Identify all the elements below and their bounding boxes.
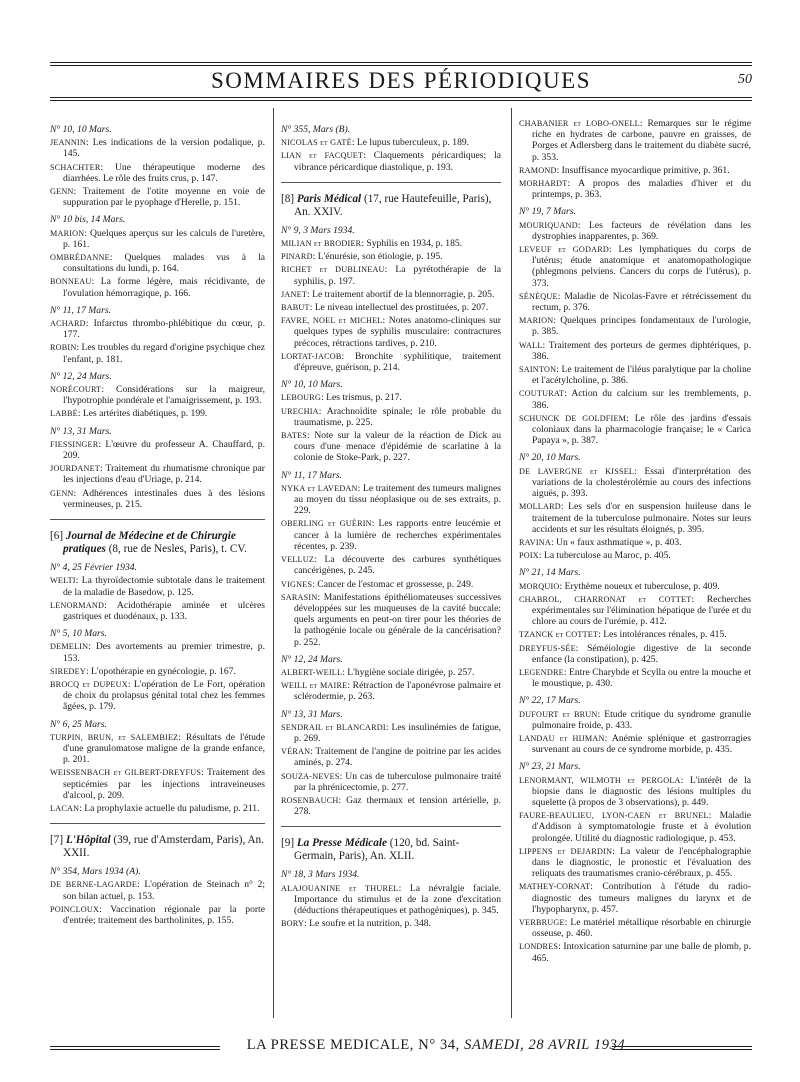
article-author: MARION: [519, 316, 554, 326]
article-title: : Rétraction de l'aponévrose palmaire et sclérodermie, p. 263.: [294, 680, 501, 703]
article-title: : Les rapports entre leucémie et cancer à la lumière de recherches expérimentales récentes, p. 239.: [294, 518, 501, 552]
article-title: : Acidothérapie aminée et ulcères gastriques et duodénaux, p. 133.: [63, 599, 265, 622]
article-title: : La névralgie faciale. Importance du stimulus et de la zone d'excitation (déductions thérapeutiques et pathogéniques), p. 345.: [294, 882, 501, 916]
article-title: : La prophylaxie actuelle du paludisme, p. 211.: [79, 802, 260, 814]
article-title: : Essai d'interprétation des variations de la cholestérolémie au cours des infections aiguës, p. 393.: [532, 465, 751, 500]
article-title: : Le soufre et la nutrition, p. 348.: [304, 918, 431, 930]
article-author: ROBIN: [50, 343, 77, 353]
journal-address: (17, rue Hautefeuille, Paris), An. XXIV.: [294, 192, 492, 218]
article-title: : Les intolérances rénales, p. 415.: [598, 629, 727, 641]
article-title: : Les lymphatiques du corps de l'utérus; étude anatomique et anatomopathologique (phlegmons pelviens. Cancers du corps de l'utérus), p. 373.: [532, 244, 751, 289]
article-title: : Les troubles du regard d'origine psychique chez l'enfant, p. 181.: [63, 342, 265, 365]
article-author: GENN: [50, 488, 74, 498]
issue-heading: N° 11, 17 Mars.: [281, 469, 342, 481]
article-title: : L'opération de Steinach n° 2; son bilan actuel, p. 153.: [63, 879, 265, 902]
article-title: : Maladie d'Addison à symptomatologie fruste et à évolution prolongée. Utilité du diagnostic radiologique, p. 453.: [532, 810, 752, 844]
article-entry: [519, 537, 751, 548]
issue-heading: N° 13, 31 Mars.: [281, 708, 343, 720]
issue-heading: N° 23, 21 Mars.: [519, 761, 581, 773]
header-rule-bottom: [50, 97, 752, 101]
article-author: PINARD: [281, 252, 313, 262]
article-entry: [519, 581, 751, 592]
article-entry: [281, 746, 501, 768]
issue-heading: N° 5, 10 Mars.: [50, 628, 107, 640]
issue-heading: N° 355, Mars (B).: [281, 124, 351, 135]
journal-number: [7]: [50, 834, 64, 847]
article-entry: [50, 384, 265, 406]
article-entry: [281, 150, 501, 172]
article-author: URECHIA: [281, 406, 319, 416]
article-title: : Syphilis en 1934, p. 185.: [361, 238, 463, 250]
article-title: : Intoxication saturnine par une balle de plomb, p. 465.: [532, 941, 751, 964]
article-entry: [281, 289, 501, 300]
article-author: VERBRUGE: [519, 918, 565, 927]
article-author: LORTAT-JACOB: [281, 351, 342, 361]
article-author: ALAJOUANINE et THUREL: [281, 883, 399, 893]
article-entry: [519, 550, 751, 561]
article-title: : Gaz thermaux et tension artérielle, p. 278.: [294, 794, 501, 818]
section-separator: [50, 519, 265, 520]
article-author: MORQUIO: [519, 581, 560, 591]
article-entry: [50, 803, 265, 814]
article-title: : L'hygiène sociale dirigée, p. 257.: [342, 666, 475, 678]
article-author: VIGNES: [281, 579, 313, 589]
issue-heading: N° 19, 7 Mars.: [519, 206, 576, 218]
article-author: NORÉCOURT: [50, 385, 102, 395]
article-title: : La valeur de l'encéphalographie dans le diagnostic, le pronostic et l'évaluation des reliquats des traumatismes cranio-cérébraux, p. 455.: [532, 845, 751, 880]
article-author: RICHET et DUBLINEAU: [281, 265, 385, 275]
article-author: ROSENBAUCH: [281, 795, 339, 805]
article-entry: [519, 667, 751, 689]
article-title: : Traitement de l'otite moyenne en voie de suppuration par le pyophage d'Herelle, p. 151.: [63, 186, 265, 209]
article-entry: [281, 667, 501, 678]
article-author: FIESSINGER: [50, 439, 99, 449]
article-entry: [519, 165, 751, 176]
section-separator: [281, 826, 501, 827]
article-author: WELTI: [50, 576, 76, 586]
article-title: : Quelques principes fondamentaux de l'urologie, p. 385.: [532, 315, 751, 338]
article-author: SAINTON: [519, 365, 557, 375]
page-title: SOMMAIRES DES PÉRIODIQUES: [211, 68, 591, 93]
article-title: : Insuffisance myocardique primitive, p. 361.: [556, 164, 730, 176]
article-title: : Le rôle des jardins d'essais coloniaux dans la pharmacologie française; le « Carica Papaya », p. 387.: [532, 412, 751, 447]
footer-date: SAMEDI, 28 AVRIL 1934: [464, 1037, 626, 1053]
article-title: : Le traitement de l'iléus paralytique par la choline et l'acétylcholine, p. 386.: [532, 364, 751, 387]
article-entry: [281, 883, 501, 917]
article-title: : Adhérences intestinales dues à des lésions vermineuses, p. 215.: [63, 487, 265, 510]
article-author: COUTURAT: [519, 389, 565, 399]
article-entry: [281, 302, 501, 313]
article-author: BROCQ et DUPEUX: [50, 679, 128, 689]
article-entry: [50, 276, 265, 298]
article-title: : Une thérapeutique moderne des diarrhées. Le rôle des fruits crus, p. 147.: [63, 161, 265, 184]
journal-name: Paris Médical: [296, 192, 362, 205]
article-title: : Séméiologie digestive de la seconde enfance (la constipation), p. 425.: [532, 642, 751, 665]
issue-heading: N° 354, Mars 1934 (A).: [50, 866, 141, 878]
article-entry: [281, 315, 501, 349]
article-author: CHABROL, CHARRONAT et COTTET: [519, 594, 692, 604]
article-entry: [519, 466, 751, 500]
article-title: : Un « faux asthmatique », p. 403.: [550, 536, 682, 548]
article-author: LIPPENS et DEJARDIN: [519, 846, 613, 856]
article-entry: [50, 879, 265, 901]
journal-name: Journal de Médecine et de Chirurgie pratiques: [63, 530, 236, 556]
article-entry: [519, 775, 751, 809]
article-entry: [519, 810, 751, 844]
article-title: : Quelques aperçus sur les calculs de l'uretère, p. 161.: [63, 227, 265, 250]
article-entry: [50, 228, 265, 250]
article-title: : La forme légère, mais récidivante, de l'ovulation hémorragique, p. 166.: [63, 276, 265, 299]
article-author: DUFOURT et BRUN: [519, 709, 598, 719]
article-entry: [281, 592, 501, 648]
article-title: : Bronchite syphilitique, traitement d'épreuve, guérison, p. 214.: [294, 350, 501, 374]
journal-heading: [281, 193, 501, 219]
article-title: : Notes anatomo-cliniques sur quelques types de syphilis musculaire: contractures précoces, rétractions tardives, p. 210.: [294, 315, 501, 349]
column-divider: [273, 108, 274, 1018]
article-title: : Claquements péricardiques; la vibrance péricardique diastolique, p. 193.: [294, 150, 501, 173]
footer-rule-right: [612, 1046, 752, 1050]
issue-heading: N° 13, 31 Mars.: [50, 425, 112, 437]
article-author: LEGENDRE: [519, 667, 564, 677]
issue-heading: N° 20, 10 Mars.: [519, 452, 581, 464]
article-entry: [519, 244, 751, 289]
article-entry: [519, 709, 751, 731]
footer-rule-left: [50, 1046, 220, 1050]
article-author: ACHARD: [50, 319, 86, 329]
article-title: : Arachnoïdite spinale; le rôle probable du traumatisme, p. 225.: [294, 405, 501, 428]
header-rule-top: [50, 62, 752, 66]
article-title: : La découverte des carbures synthétiques cancérigènes, p. 245.: [294, 554, 501, 577]
article-entry: [281, 722, 501, 744]
article-author: LONDRES: [519, 942, 559, 952]
article-entry: [50, 767, 265, 801]
article-entry: [519, 594, 751, 628]
article-author: BONNEAU: [50, 277, 92, 287]
article-title: : Cancer de l'estomac et grossesse, p. 249.: [312, 578, 474, 590]
article-title: : Contribution à l'étude du radio-diagnostic des tumeurs malignes du larynx et de l'hypopharynx, p. 457.: [532, 881, 751, 915]
article-author: LABBÉ: [50, 409, 78, 419]
article-author: MOURIQUAND: [519, 220, 578, 230]
journal-number: [9]: [281, 837, 295, 850]
article-title: : Les indications de la version podalique, p. 145.: [63, 137, 265, 160]
article-entry: [50, 408, 265, 419]
article-title: : L'opération de Le Fort, opération de choix du prolapsus génital total chez les femmes âgées, p. 179.: [63, 678, 265, 713]
article-author: SCHACHTER: [50, 162, 101, 172]
article-title: : Erythème noueux et tuberculose, p. 409.: [559, 580, 720, 592]
article-entry: [50, 488, 265, 510]
article-entry: [50, 137, 265, 159]
article-title: : Maladie de Nicolas-Favre et rétrécissement du rectum, p. 376.: [532, 290, 751, 314]
article-entry: [50, 575, 265, 597]
article-entry: [281, 238, 501, 249]
article-author: FAVRE, NOEL et MICHEL: [281, 316, 383, 326]
article-title: : La tuberculose au Maroc, p. 405.: [538, 550, 671, 562]
article-entry: [519, 340, 751, 362]
article-entry: [519, 881, 751, 915]
article-author: LEBOURG: [281, 393, 322, 403]
article-author: DE BERNE-LAGARDE: [50, 880, 138, 890]
footer: [220, 1037, 652, 1054]
article-title: : Le traitement abortif de la blennorragie, p. 205.: [307, 288, 495, 300]
article-author: GENN: [50, 187, 74, 197]
article-title: : Traitement de l'angine de poitrine par les acides aminés, p. 274.: [294, 746, 501, 769]
issue-heading: N° 22, 17 Mars.: [519, 695, 581, 707]
article-entry: [281, 680, 501, 702]
article-author: NYKA et LAVEDAN: [281, 483, 358, 493]
article-title: : Manifestations épithéliomateuses successives développées sur les muqueuses de la cavité buccale: quels arguments en peut-on tirer pour les théories de la pathogénie locale ou générale de la cancérisation? p. 252.: [294, 591, 501, 648]
article-author: BORY: [281, 919, 305, 929]
article-author: NICOLAS et GATÉ: [281, 138, 352, 148]
article-entry: [519, 629, 751, 640]
article-entry: [50, 439, 265, 461]
article-entry: [281, 137, 501, 148]
journal-name: L'Hôpital: [65, 834, 111, 847]
article-title: : Le traitement des tumeurs malignes au moyen du tissu néoplasique ou de ses extraits, p. 229.: [294, 482, 501, 517]
article-entry: [281, 251, 501, 262]
article-author: SÉNÈQUE: [519, 291, 558, 301]
article-title: : Note sur la valeur de la réaction de Dick au cours d'une menace d'épidémie de scarlatine à la colonie de Stoke-Park, p. 227.: [294, 430, 501, 464]
article-author: DE LAVERGNE et KISSEL: [519, 466, 635, 476]
page-number: 50: [738, 72, 752, 87]
article-author: WEILL et MAIRE: [281, 681, 348, 691]
article-author: RAVINA: [519, 537, 551, 547]
section-separator: [281, 182, 501, 183]
issue-heading: N° 18, 3 Mars 1934.: [281, 869, 360, 881]
journal-heading: [50, 530, 265, 556]
article-title: : Vaccination régionale par la porte d'entrée; traitement des bartholinites, p. 155.: [63, 903, 265, 926]
column-divider: [511, 108, 512, 1018]
article-title: : Les insulinémies de fatigue, p. 269.: [294, 721, 501, 744]
article-title: : L'opothérapie en gynécologie, p. 167.: [85, 665, 236, 677]
article-title: : Anémie splénique et gastrorragies survenant au cours de ce syndrome morbide, p. 435.: [532, 732, 751, 756]
article-author: RAMOND: [519, 165, 557, 175]
column-1: [50, 118, 265, 928]
article-author: SOUZA-NEVES: [281, 771, 340, 781]
issue-heading: N° 10 bis, 14 Mars.: [50, 214, 126, 226]
article-entry: [519, 118, 751, 163]
article-author: WALL: [519, 340, 543, 350]
article-title: : Les sels d'or en suspension huileuse dans le traitement de la tuberculose pulmonaire. Notes sur leurs accidents et sur les résultats éloignés, p. 395.: [532, 501, 751, 535]
issue-heading: N° 9, 3 Mars 1934.: [281, 224, 355, 236]
article-entry: [519, 291, 751, 313]
article-author: FAURE-BEAULIEU, LYON-CAEN et BRUNEL: [519, 811, 709, 821]
article-title: : L'énurésie, son étiologie, p. 195.: [312, 251, 443, 263]
issue-heading: N° 10, 10 Mars.: [50, 124, 112, 135]
issue-heading: N° 4, 25 Février 1934.: [50, 562, 137, 574]
article-entry: [519, 413, 751, 447]
article-author: JOURDANET: [50, 464, 101, 474]
journal-number: [8]: [281, 192, 295, 205]
article-author: DEMELIN: [50, 642, 89, 652]
article-entry: [519, 501, 751, 535]
article-author: BATES: [281, 431, 308, 441]
article-title: : Le matériel métallique résorbable en chirurgie osseuse, p. 460.: [532, 917, 751, 940]
article-title: : Traitement des septicémies par les injections intraveineuses d'alcool, p. 209.: [63, 767, 265, 801]
journal-address: (120, bd. Saint-Germain, Paris), An. XLII.: [294, 837, 460, 863]
issue-heading: N° 6, 25 Mars.: [50, 718, 107, 730]
article-author: SCHUNCK DE GOLDFIEM: [519, 413, 627, 423]
article-entry: [50, 342, 265, 364]
journal-number: [6]: [50, 530, 64, 543]
journal-heading: [50, 834, 265, 860]
article-entry: [50, 463, 265, 485]
article-title: : Un cas de tuberculose pulmonaire traité par la phrénicectomie, p. 277.: [294, 770, 501, 793]
article-entry: [281, 518, 501, 552]
article-entry: [50, 732, 265, 766]
article-title: : La thyroïdectomie subtotale dans le traitement de la maladie de Basedow, p. 125.: [63, 575, 265, 598]
article-author: OBERLING et GUÉRIN: [281, 519, 372, 529]
article-entry: [519, 388, 751, 410]
article-author: LACAN: [50, 803, 80, 813]
article-author: BABUT: [281, 303, 310, 313]
article-entry: [50, 252, 265, 274]
article-author: LIAN et FACQUET: [281, 151, 364, 161]
article-entry: [50, 641, 265, 663]
article-title: : Quelques malades vus à la consultations du lundi, p. 164.: [63, 252, 265, 275]
article-author: POIX: [519, 551, 539, 561]
article-entry: [281, 392, 501, 403]
article-entry: [519, 643, 751, 665]
issue-heading: N° 11, 17 Mars.: [50, 304, 111, 316]
article-author: VÉRAN: [281, 747, 311, 757]
article-entry: [281, 264, 501, 286]
article-title: : Des avortements au premier trimestre, p. 153.: [63, 641, 265, 664]
article-title: : Infarctus thrombo-phlébitique du cœur, p. 177.: [63, 318, 265, 341]
article-author: TZANCK et COTTET: [519, 630, 599, 640]
article-entry: [519, 846, 751, 880]
article-entry: [281, 795, 501, 817]
article-title: : Entre Charybde et Scylla ou entre la mouche et le moustique, p. 430.: [532, 666, 751, 690]
article-title: : La pyrétothérapie de la syphilis, p. 197.: [294, 264, 501, 287]
article-title: : A propos des maladies d'hiver et du printemps, p. 363.: [532, 178, 751, 201]
section-separator: [50, 823, 265, 824]
issue-heading: N° 12, 24 Mars.: [281, 653, 343, 665]
article-entry: [519, 178, 751, 200]
article-title: : L'intérêt de la biopsie dans le diagnostic des lésions multiples du squelette (à propos de 3 observations), p. 449.: [532, 774, 751, 808]
column-3: [519, 118, 751, 966]
article-title: : Le niveau intellectuel des prostituées, p. 207.: [309, 302, 489, 314]
article-author: SENDRAIL et BLANCARDI: [281, 722, 386, 732]
article-title: : Le lupus tuberculeux, p. 189.: [351, 137, 470, 149]
article-title: : Les artérites diabétiques, p. 199.: [77, 408, 208, 420]
article-author: MILIAN et BRODIER: [281, 239, 362, 249]
issue-heading: N° 21, 14 Mars.: [519, 567, 581, 579]
article-author: MATHEY-CORNAT: [519, 882, 591, 892]
article-entry: [281, 771, 501, 793]
article-entry: [519, 733, 751, 755]
article-title: : Action du calcium sur les tremblements, p. 386.: [532, 388, 751, 411]
article-author: POINCLOUX: [50, 904, 100, 914]
article-entry: [281, 483, 501, 517]
article-entry: [281, 579, 501, 590]
article-title: : Traitement des porteurs de germes diphtériques, p. 386.: [532, 339, 751, 362]
article-author: LENORMAND: [50, 600, 105, 610]
column-2: [281, 118, 501, 931]
article-author: MORHARDT: [519, 179, 568, 189]
article-entry: [281, 554, 501, 576]
article-entry: [519, 220, 751, 242]
footer-issue: N° 34,: [418, 1037, 460, 1053]
article-title: : Remarques sur le régime riche en hydrates de carbone, pauvre en graisses, de Porges et Adlersberg dans le traitement du diabète sucré, p. 353.: [532, 118, 751, 163]
article-entry: [519, 917, 751, 939]
article-author: SARASIN: [281, 592, 318, 602]
article-entry: [281, 406, 501, 428]
article-title: : Les trismus, p. 217.: [321, 392, 402, 404]
article-entry: [50, 162, 265, 184]
article-title: : L'œuvre du professeur A. Chauffard, p. 209.: [63, 438, 265, 462]
article-author: VELLUZ: [281, 555, 315, 565]
article-title: : Etude critique du syndrome granulie pulmonaire froide, p. 433.: [532, 708, 751, 731]
article-title: : Les facteurs de révélation dans les dystrophies inapparentes, p. 369.: [532, 219, 751, 242]
article-author: ALBERT-WEILL: [281, 667, 343, 677]
journal-heading: [281, 837, 501, 863]
article-entry: [50, 600, 265, 622]
article-entry: [519, 941, 751, 963]
issue-heading: N° 10, 10 Mars.: [281, 379, 343, 391]
article-author: TURPIN, BRUN, et SALEMBIEZ: [50, 732, 179, 742]
article-entry: [50, 904, 265, 926]
article-entry: [519, 364, 751, 386]
journal-address: (39, rue d'Amsterdam, Paris), An. XXII.: [63, 834, 264, 860]
article-author: LEVEUF et GODARD: [519, 245, 609, 255]
article-entry: [281, 351, 501, 373]
article-title: : Résultats de l'étude d'une granulomatose maligne de la grande enfance, p. 201.: [63, 731, 265, 766]
article-entry: [519, 315, 751, 337]
article-entry: [281, 918, 501, 929]
article-author: OMBRÉDANNE: [50, 253, 110, 263]
journal-name: La Presse Médicale: [296, 837, 387, 850]
article-author: DREYFUS-SÉE: [519, 643, 576, 653]
article-author: CHABANIER et LOBO-ONELL: [519, 119, 640, 128]
article-entry: [50, 318, 265, 340]
article-author: LANDAU et HIJMAN: [519, 733, 605, 743]
article-author: MARION: [50, 228, 85, 238]
article-author: SIREDEY: [50, 666, 86, 676]
footer-journal: LA PRESSE MEDICALE,: [246, 1037, 415, 1053]
article-title: : Considérations sur la maigreur, l'hypotrophie pondérale et l'amaigrissement, p. 193.: [63, 384, 265, 407]
article-author: WEISSENBACH et GILBERT-DREYFUS: [50, 768, 202, 778]
article-entry: [50, 666, 265, 677]
article-entry: [50, 679, 265, 713]
article-author: LENORMANT, WILMOTH et PERGOLA: [519, 775, 681, 785]
journal-address: (8, rue de Nesles, Paris), t. CV.: [108, 543, 247, 556]
article-author: JANET: [281, 289, 308, 299]
article-entry: [50, 186, 265, 208]
article-title: : Recherches expérimentales sur l'élimination hépatique de l'urée et du chlore au cours de l'urémie, p. 412.: [532, 593, 751, 628]
article-author: MOLLARD: [519, 502, 561, 512]
article-title: : Traitement du rhumatisme chronique par les injections d'eau d'Uriage, p. 214.: [63, 463, 265, 486]
article-author: JEANNIN: [50, 138, 86, 148]
issue-heading: N° 12, 24 Mars.: [50, 370, 112, 382]
article-entry: [281, 430, 501, 464]
